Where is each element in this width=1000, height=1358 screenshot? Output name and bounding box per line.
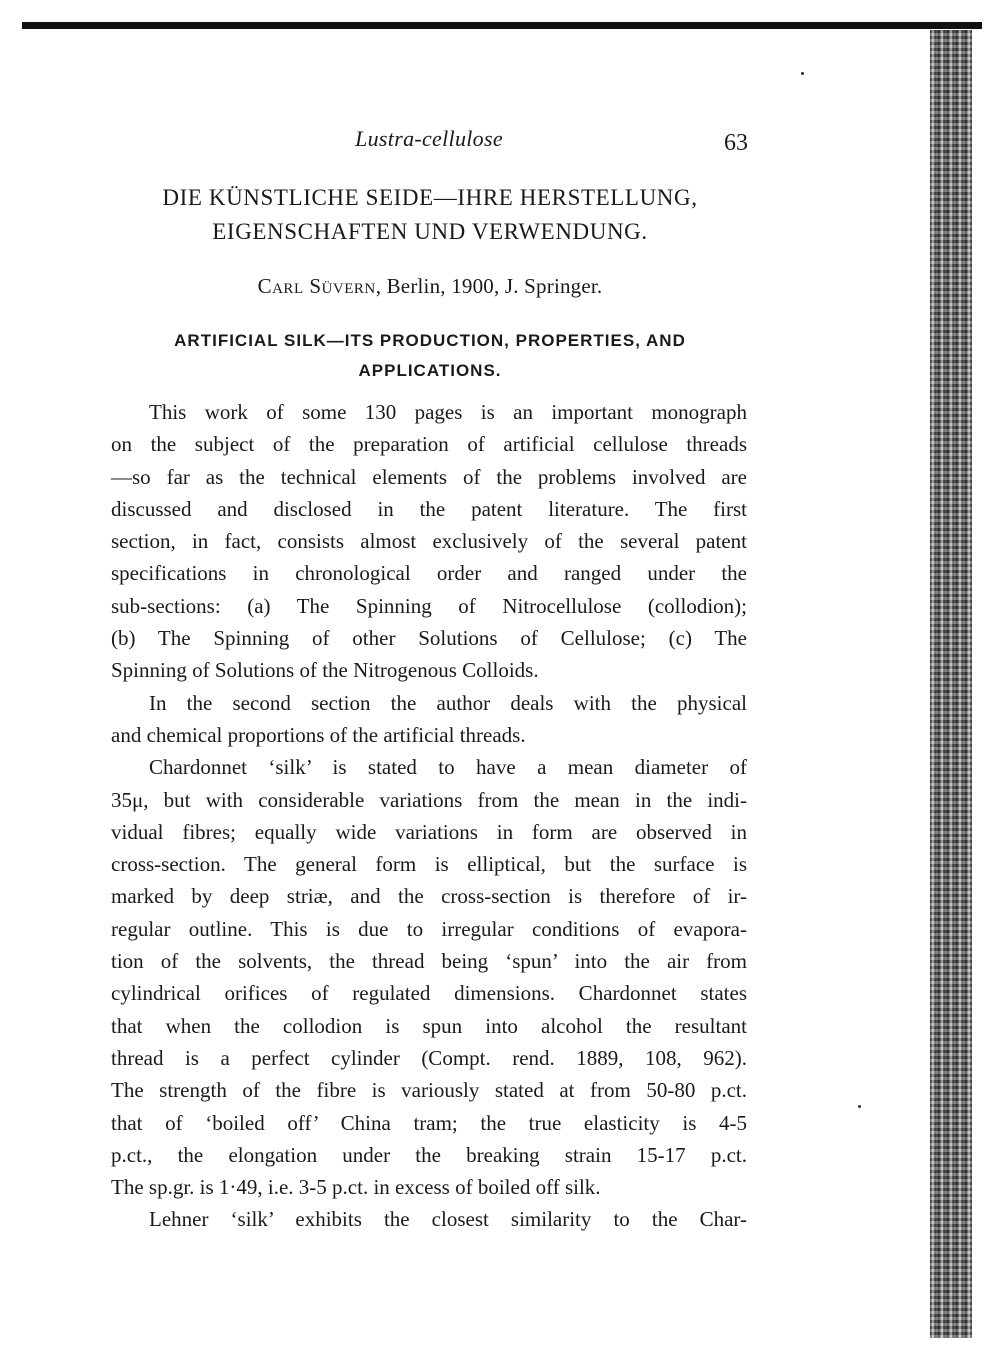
scan-speck xyxy=(858,1105,861,1108)
german-title-line-1: DIE KÜNSTLICHE SEIDE—IHRE HERSTELLUNG, xyxy=(162,185,698,210)
running-title: Lustra-cellulose xyxy=(355,126,503,151)
top-border-rule xyxy=(22,22,982,29)
text-line: p.ct., the elongation under the breaking strain 15-17 p.ct. xyxy=(111,1142,747,1167)
text-line: thread is a perfect cylinder (Compt. rend. 1889, 108, 962). xyxy=(111,1045,747,1070)
citation-author: Carl Süvern xyxy=(257,274,376,298)
text-line: In the second section the author deals with the physical xyxy=(149,690,747,715)
text-line: The sp.gr. is 1·49, i.e. 3-5 p.ct. in excess of boiled off silk. xyxy=(111,1175,601,1200)
running-head xyxy=(110,126,748,162)
page-number: 63 xyxy=(724,130,748,156)
german-title xyxy=(100,181,760,249)
text-line: regular outline. This is due to irregular conditions of evapora- xyxy=(111,916,747,941)
german-title-line-2: EIGENSCHAFTEN UND VERWENDUNG. xyxy=(212,219,648,244)
citation-details: , Berlin, 1900, J. Springer. xyxy=(375,274,603,298)
text-line: specifications in chronological order and ranged under the xyxy=(111,561,747,586)
text-line: (b) The Spinning of other Solutions of Cellulose; (c) The xyxy=(111,626,747,651)
english-title xyxy=(100,326,760,386)
text-line: Lehner ‘silk’ exhibits the closest similarity to the Char- xyxy=(149,1207,747,1232)
text-line: cylindrical orifices of regulated dimensions. Chardonnet states xyxy=(111,981,747,1006)
text-line: cross-section. The general form is elliptical, but the surface is xyxy=(111,852,747,877)
text-line: and chemical proportions of the artificial threads. xyxy=(111,722,526,747)
text-line: that of ‘boiled off’ China tram; the true elasticity is 4-5 xyxy=(111,1110,747,1135)
text-line: tion of the solvents, the thread being ‘spun’ into the air from xyxy=(111,949,747,974)
text-line: discussed and disclosed in the patent literature. The first xyxy=(111,496,747,521)
body-text xyxy=(111,396,747,1236)
scan-speck xyxy=(801,72,804,75)
text-line: sub-sections: (a) The Spinning of Nitrocellulose (collodion); xyxy=(111,593,747,618)
text-line: Chardonnet ‘silk’ is stated to have a mean diameter of xyxy=(149,755,747,780)
english-title-line-1: ARTIFICIAL SILK—ITS PRODUCTION, PROPERTIES, AND xyxy=(174,331,686,350)
citation xyxy=(100,274,760,299)
text-line: —so far as the technical elements of the problems involved are xyxy=(111,464,747,489)
text-line: This work of some 130 pages is an important monograph xyxy=(149,400,747,424)
text-line: that when the collodion is spun into alcohol the resultant xyxy=(111,1013,747,1038)
text-line: 35μ, but with considerable variations from the mean in the indi- xyxy=(111,787,747,812)
text-line: marked by deep striæ, and the cross-section is therefore of ir- xyxy=(111,884,747,909)
text-line: Spinning of Solutions of the Nitrogenous Colloids. xyxy=(111,658,539,683)
text-line: section, in fact, consists almost exclusively of the several patent xyxy=(111,529,747,554)
english-title-line-2: APPLICATIONS. xyxy=(358,361,502,380)
text-line: vidual fibres; equally wide variations in form are observed in xyxy=(111,819,747,844)
book-edge-strip xyxy=(930,30,972,1338)
text-line: The strength of the fibre is variously stated at from 50-80 p.ct. xyxy=(111,1078,747,1103)
text-line: on the subject of the preparation of artificial cellulose threads xyxy=(111,432,747,457)
